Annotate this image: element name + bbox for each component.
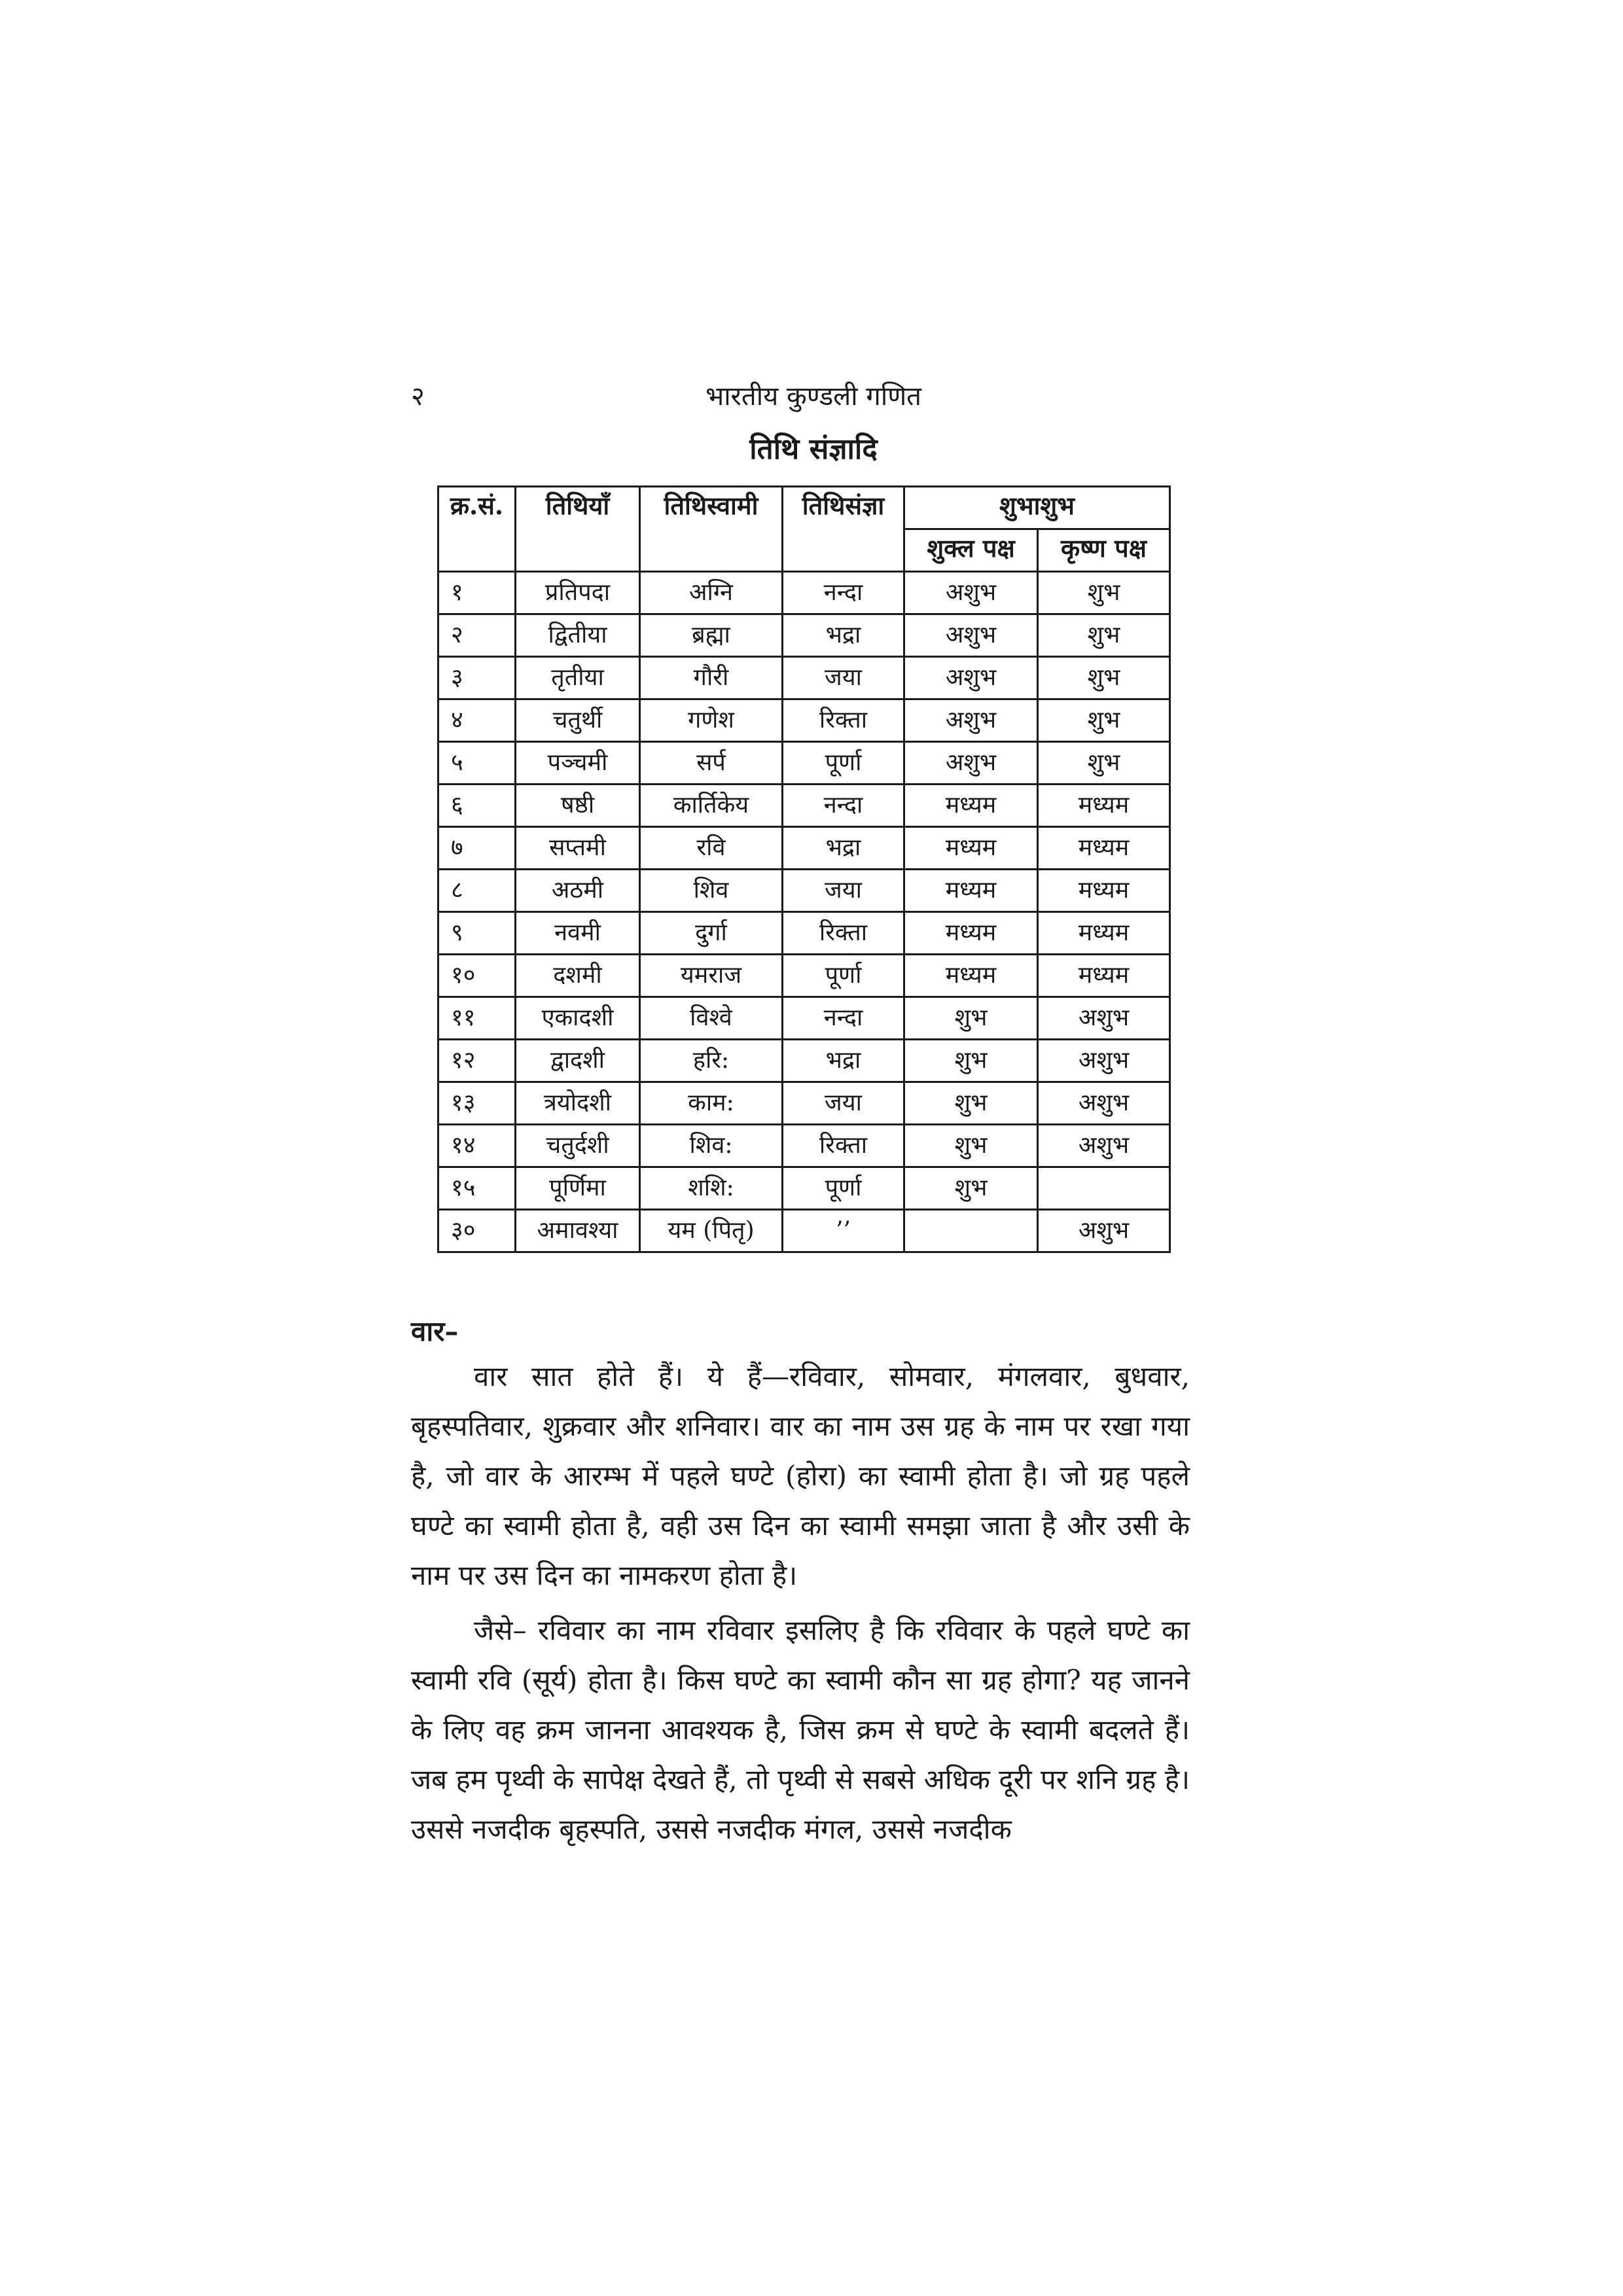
- cell-krishna: अशुभ: [1038, 1082, 1170, 1125]
- cell-krishna: मध्यम: [1038, 827, 1170, 870]
- cell-shukla: [904, 1210, 1038, 1252]
- cell-lord: गौरी: [640, 657, 783, 699]
- cell-shukla: शुभ: [904, 997, 1038, 1040]
- cell-name: रिक्ता: [783, 699, 904, 742]
- cell-serial: ७: [438, 827, 516, 870]
- cell-shukla: मध्यम: [904, 827, 1038, 870]
- table-title: तिथि संज्ञादि: [749, 433, 878, 466]
- cell-name: जया: [783, 657, 904, 699]
- cell-shukla: शुभ: [904, 1167, 1038, 1210]
- cell-serial: १४: [438, 1125, 516, 1167]
- cell-shukla: मध्यम: [904, 955, 1038, 997]
- cell-serial: १०: [438, 955, 516, 997]
- cell-lord: शिव:: [640, 1125, 783, 1167]
- cell-serial: १: [438, 572, 516, 614]
- cell-krishna: अशुभ: [1038, 1210, 1170, 1252]
- cell-tithi: तृतीया: [516, 657, 640, 699]
- cell-krishna: शुभ: [1038, 572, 1170, 614]
- cell-shukla: शुभ: [904, 1125, 1038, 1167]
- table-row: [438, 997, 1170, 1040]
- cell-tithi: द्वितीया: [516, 614, 640, 657]
- header-auspicious: शुभाशुभ: [904, 487, 1170, 529]
- cell-shukla: अशुभ: [904, 572, 1038, 614]
- cell-tithi: सप्तमी: [516, 827, 640, 870]
- cell-shukla: शुभ: [904, 1040, 1038, 1082]
- cell-lord: कार्तिकेय: [640, 785, 783, 827]
- cell-name: पूर्णा: [783, 1167, 904, 1210]
- cell-tithi: पूर्णिमा: [516, 1167, 640, 1210]
- table-row: [438, 827, 1170, 870]
- cell-krishna: [1038, 1167, 1170, 1210]
- cell-lord: गणेश: [640, 699, 783, 742]
- cell-krishna: अशुभ: [1038, 1040, 1170, 1082]
- cell-tithi: एकादशी: [516, 997, 640, 1040]
- table-row: [438, 955, 1170, 997]
- table-row: [438, 870, 1170, 912]
- cell-krishna: अशुभ: [1038, 997, 1170, 1040]
- cell-name: भद्रा: [783, 827, 904, 870]
- cell-serial: ४: [438, 699, 516, 742]
- cell-lord: रवि: [640, 827, 783, 870]
- cell-krishna: शुभ: [1038, 614, 1170, 657]
- cell-serial: ११: [438, 997, 516, 1040]
- cell-tithi: चतुर्थी: [516, 699, 640, 742]
- header-name: तिथिसंज्ञा: [783, 487, 904, 572]
- cell-lord: सर्प: [640, 742, 783, 785]
- tithi-table: [437, 486, 1171, 1253]
- cell-tithi: पञ्चमी: [516, 742, 640, 785]
- header-tithi: तिथियाँ: [516, 487, 640, 572]
- cell-shukla: अशुभ: [904, 742, 1038, 785]
- cell-tithi: अठमी: [516, 870, 640, 912]
- cell-krishna: मध्यम: [1038, 785, 1170, 827]
- table-header: [438, 487, 1170, 572]
- cell-shukla: मध्यम: [904, 870, 1038, 912]
- cell-serial: १२: [438, 1040, 516, 1082]
- cell-shukla: अशुभ: [904, 614, 1038, 657]
- cell-lord: शशि:: [640, 1167, 783, 1210]
- cell-lord: काम:: [640, 1082, 783, 1125]
- cell-serial: १३: [438, 1082, 516, 1125]
- cell-tithi: अमावश्या: [516, 1210, 640, 1252]
- table-row: [438, 742, 1170, 785]
- cell-name: पूर्णा: [783, 955, 904, 997]
- table-row: [438, 699, 1170, 742]
- table-row: [438, 1210, 1170, 1252]
- paragraph: जैसे– रविवार का नाम रविवार इसलिए है कि रविवार के पहले घण्टे का स्वामी रवि (सूर्य) होता है। किस घण्टे का स्वामी कौन सा ग्रह होगा? यह जानने के लिए वह क्रम जानना आवश्यक है, जिस क्रम से घण्टे के स्वामी बदलते हैं। जब हम पृथ्वी के सापेक्ष देखते हैं, तो पृथ्वी से सबसे अधिक दूरी पर शनि ग्रह है। उससे नजदीक बृहस्पति, उससे नजदीक मंगल, उससे नजदीक: [411, 1614, 1190, 1845]
- cell-tithi: द्वादशी: [516, 1040, 640, 1082]
- table-row: [438, 912, 1170, 955]
- table-row: [438, 1167, 1170, 1210]
- cell-shukla: शुभ: [904, 1082, 1038, 1125]
- cell-name: नन्दा: [783, 997, 904, 1040]
- page-number: २: [411, 381, 425, 412]
- header-serial: क्र.सं.: [438, 487, 516, 572]
- cell-shukla: अशुभ: [904, 699, 1038, 742]
- body-text: [411, 1352, 1190, 1860]
- table-row: [438, 657, 1170, 699]
- running-title: भारतीय कुण्डली गणित: [705, 381, 921, 412]
- table-row: [438, 614, 1170, 657]
- cell-serial: २: [438, 614, 516, 657]
- cell-tithi: प्रतिपदा: [516, 572, 640, 614]
- cell-name: ’’: [783, 1210, 904, 1252]
- cell-name: जया: [783, 870, 904, 912]
- header-shukla: शुक्ल पक्ष: [904, 529, 1038, 572]
- cell-tithi: षष्ठी: [516, 785, 640, 827]
- cell-tithi: दशमी: [516, 955, 640, 997]
- cell-krishna: शुभ: [1038, 657, 1170, 699]
- section-heading: वार–: [411, 1315, 459, 1347]
- cell-name: नन्दा: [783, 785, 904, 827]
- cell-krishna: मध्यम: [1038, 870, 1170, 912]
- cell-serial: ३: [438, 657, 516, 699]
- table-row: [438, 1082, 1170, 1125]
- cell-serial: ९: [438, 912, 516, 955]
- cell-lord: शिव: [640, 870, 783, 912]
- cell-name: रिक्ता: [783, 912, 904, 955]
- header-krishna: कृष्ण पक्ष: [1038, 529, 1170, 572]
- table-row: [438, 1125, 1170, 1167]
- cell-name: जया: [783, 1082, 904, 1125]
- cell-name: भद्रा: [783, 614, 904, 657]
- cell-shukla: मध्यम: [904, 785, 1038, 827]
- cell-krishna: शुभ: [1038, 699, 1170, 742]
- table-body: [438, 572, 1170, 1252]
- cell-serial: १५: [438, 1167, 516, 1210]
- cell-krishna: शुभ: [1038, 742, 1170, 785]
- cell-lord: दुर्गा: [640, 912, 783, 955]
- cell-krishna: मध्यम: [1038, 912, 1170, 955]
- cell-shukla: मध्यम: [904, 912, 1038, 955]
- cell-tithi: चतुर्दशी: [516, 1125, 640, 1167]
- cell-tithi: त्रयोदशी: [516, 1082, 640, 1125]
- cell-lord: विश्वे: [640, 997, 783, 1040]
- cell-krishna: मध्यम: [1038, 955, 1170, 997]
- cell-krishna: अशुभ: [1038, 1125, 1170, 1167]
- cell-name: भद्रा: [783, 1040, 904, 1082]
- cell-name: रिक्ता: [783, 1125, 904, 1167]
- cell-serial: ३०: [438, 1210, 516, 1252]
- cell-name: नन्दा: [783, 572, 904, 614]
- cell-serial: ६: [438, 785, 516, 827]
- cell-lord: यम (पितृ): [640, 1210, 783, 1252]
- cell-tithi: नवमी: [516, 912, 640, 955]
- cell-lord: हरि:: [640, 1040, 783, 1082]
- cell-lord: अग्नि: [640, 572, 783, 614]
- cell-serial: ८: [438, 870, 516, 912]
- cell-shukla: अशुभ: [904, 657, 1038, 699]
- table-row: [438, 785, 1170, 827]
- cell-name: पूर्णा: [783, 742, 904, 785]
- paragraph: वार सात होते हैं। ये हैं—रविवार, सोमवार, मंगलवार, बुधवार, बृहस्पतिवार, शुक्रवार और शनिवार। वार का नाम उस ग्रह के नाम पर रखा गया है, जो वार के आरम्भ में पहले घण्टे (होरा) का स्वामी होता है। जो ग्रह पहले घण्टे का स्वामी होता है, वही उस दिन का स्वामी समझा जाता है और उसी के नाम पर उस दिन का नामकरण होता है।: [411, 1360, 1190, 1591]
- table-row: [438, 1040, 1170, 1082]
- cell-lord: यमराज: [640, 955, 783, 997]
- table-row: [438, 572, 1170, 614]
- cell-lord: ब्रह्मा: [640, 614, 783, 657]
- header-lord: तिथिस्वामी: [640, 487, 783, 572]
- cell-serial: ५: [438, 742, 516, 785]
